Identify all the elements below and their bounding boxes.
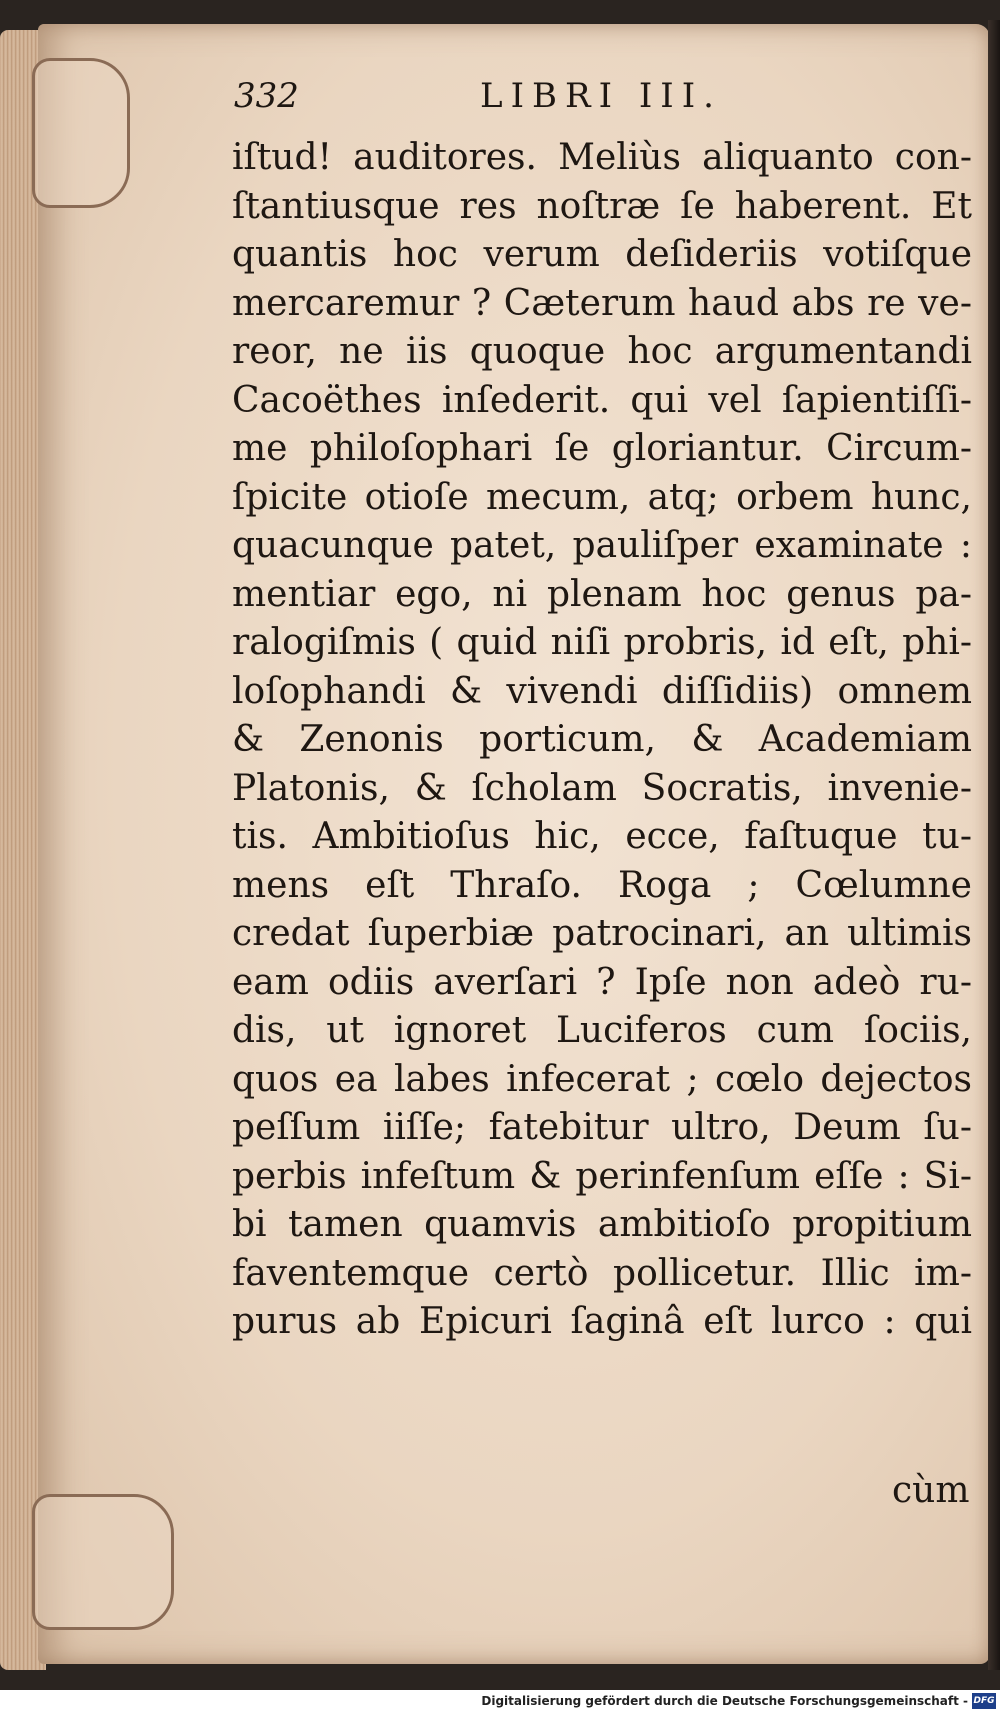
page-clip-top [32, 58, 130, 208]
text-line: bi tamen quamvis ambitioſo propitium [232, 1204, 972, 1245]
text-line: dis, ut ignoret Luciferos cum ſociis, [232, 1010, 972, 1051]
text-line: me philoſophari ſe gloriantur. Circum- [232, 428, 972, 469]
text-line: mercaremur ? Cæterum haud abs re ve- [232, 282, 972, 324]
footer-credit: Digitalisierung gefördert durch die Deutsche Forschungsgemeinschaft - [481, 1694, 968, 1708]
text-line: ralogiſmis ( quid niſi probris, id eſt, phi- [232, 622, 972, 663]
text-line: tis. Ambitioſus hic, ecce, faſtuque tu- [232, 816, 972, 857]
text-line: peſſum iiſſe; fatebitur ultro, Deum ſu- [232, 1107, 972, 1148]
text-line: perbis infeſtum & perinfenſum eſſe : Si- [232, 1155, 972, 1197]
text-line: loſophandi & vivendi diſſidiis) omnem [232, 670, 972, 712]
running-head: LIBRI III. [480, 76, 722, 116]
catchword: cùm [892, 1470, 970, 1511]
text-line: quacunque patet, pauliſper examinate : [232, 525, 972, 566]
dfg-logo-icon: DFG [972, 1693, 996, 1709]
text-line: purus ab Epicuri ſaginâ eſt lurco : qui [232, 1301, 972, 1342]
text-line: mens eſt Thraſo. Roga ; Cœlumne [232, 864, 972, 906]
digitization-footer [0, 1690, 1000, 1714]
text-line: faventemque certò pollicetur. Illic im- [232, 1252, 972, 1294]
text-line: quantis hoc verum deſideriis votiſque [232, 234, 972, 275]
text-line: Platonis, & ſcholam Socratis, invenie- [232, 767, 972, 809]
text-line: eam odiis averſari ? Ipſe non adeò ru- [232, 961, 972, 1003]
body-text [232, 134, 972, 1347]
text-line: quos ea labes infecerat ; cœlo dejectos [232, 1058, 972, 1100]
text-line: ſpicite otioſe mecum, atq; orbem hunc, [232, 476, 972, 518]
text-line: mentiar ego, ni plenam hoc genus pa- [232, 573, 972, 615]
binding-edge [988, 20, 1000, 1670]
page-number: 332 [234, 76, 299, 116]
page-clip-bottom [32, 1494, 174, 1630]
text-line: ſtantiusque res noſtræ ſe haberent. Et [232, 185, 972, 227]
text-line: Cacoëthes inſederit. qui vel ſapientiſſi- [232, 379, 972, 421]
text-line: & Zenonis porticum, & Academiam [232, 719, 972, 760]
text-line: credat ſuperbiæ patrocinari, an ultimis [232, 913, 972, 954]
text-line: reor, ne iis quoque hoc argumentandi [232, 331, 972, 372]
page-header [234, 76, 974, 124]
text-line: iſtud! auditores. Meliùs aliquanto con- [232, 137, 972, 178]
